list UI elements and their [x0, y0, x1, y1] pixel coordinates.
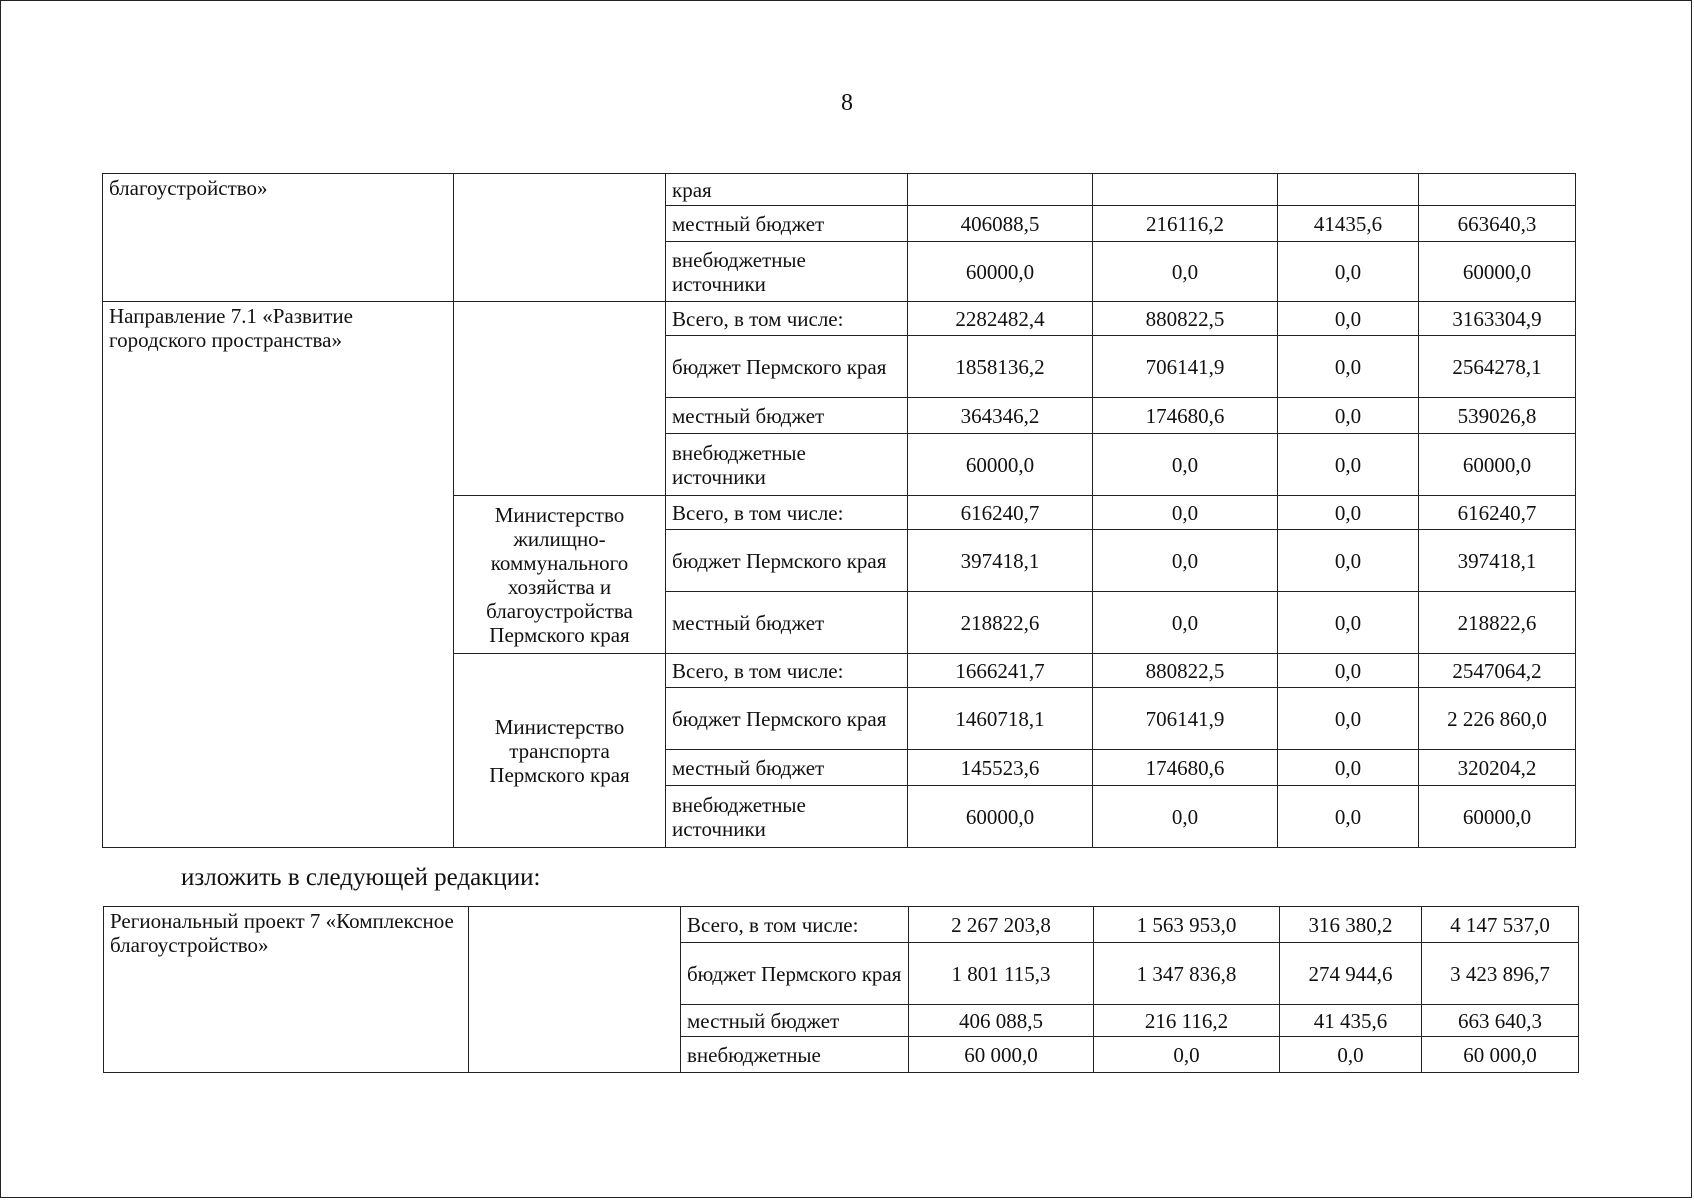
amount-cell: 0,0 — [1093, 242, 1278, 302]
amount-cell: 41435,6 — [1278, 206, 1419, 242]
funding-source: местный бюджет — [666, 398, 908, 434]
budget-table-old — [102, 173, 1576, 848]
amount-cell: 1858136,2 — [908, 336, 1093, 398]
amount-cell: 397418,1 — [908, 530, 1093, 592]
amount-cell: 0,0 — [1278, 592, 1419, 654]
amount-cell: 663640,3 — [1419, 206, 1576, 242]
amount-cell: 0,0 — [1278, 302, 1419, 336]
funding-source: бюджет Пермского края — [681, 943, 909, 1005]
funding-source: местный бюджет — [681, 1005, 909, 1037]
amount-cell: 0,0 — [1278, 786, 1419, 848]
amount-cell: 2564278,1 — [1419, 336, 1576, 398]
amount-cell — [1093, 174, 1278, 206]
funding-source: бюджет Пермского края — [666, 336, 908, 398]
responsible-executor: Министерство транспорта Пермского края — [454, 654, 666, 848]
amount-cell: 706141,9 — [1093, 688, 1278, 750]
funding-source: бюджет Пермского края — [666, 530, 908, 592]
funding-source: внебюджетные — [681, 1037, 909, 1073]
amount-cell: 60000,0 — [1419, 786, 1576, 848]
amount-cell: 274 944,6 — [1280, 943, 1422, 1005]
row-group-name: Направление 7.1 «Развитие городского пространства» — [103, 302, 454, 848]
responsible-executor — [454, 174, 666, 302]
amount-cell — [1278, 174, 1419, 206]
funding-source: бюджет Пермского края — [666, 688, 908, 750]
amount-cell — [1419, 174, 1576, 206]
responsible-executor — [454, 302, 666, 496]
table-row — [103, 302, 1576, 336]
amount-cell: 397418,1 — [1419, 530, 1576, 592]
amount-cell: 3 423 896,7 — [1422, 943, 1579, 1005]
budget-table-new — [103, 906, 1579, 1073]
row-group-name: Региональный проект 7 «Комплексное благоустройство» — [104, 907, 469, 1073]
amount-cell: 60 000,0 — [1422, 1037, 1579, 1073]
table-row — [104, 907, 1579, 943]
amount-cell: 0,0 — [1093, 592, 1278, 654]
amount-cell: 616240,7 — [908, 496, 1093, 530]
amount-cell: 216116,2 — [1093, 206, 1278, 242]
amount-cell: 0,0 — [1093, 530, 1278, 592]
amount-cell: 406 088,5 — [909, 1005, 1094, 1037]
amount-cell: 706141,9 — [1093, 336, 1278, 398]
amount-cell: 60000,0 — [908, 242, 1093, 302]
funding-source: Всего, в том числе: — [666, 302, 908, 336]
amount-cell: 616240,7 — [1419, 496, 1576, 530]
amount-cell: 60 000,0 — [909, 1037, 1094, 1073]
amount-cell: 216 116,2 — [1094, 1005, 1280, 1037]
amount-cell: 1 801 115,3 — [909, 943, 1094, 1005]
responsible-executor — [469, 907, 681, 1073]
funding-source: внебюджетные источники — [666, 434, 908, 496]
amount-cell: 364346,2 — [908, 398, 1093, 434]
amount-cell: 0,0 — [1093, 496, 1278, 530]
funding-source: местный бюджет — [666, 592, 908, 654]
amount-cell: 1666241,7 — [908, 654, 1093, 688]
amount-cell: 0,0 — [1278, 434, 1419, 496]
amount-cell — [908, 174, 1093, 206]
amount-cell: 0,0 — [1093, 786, 1278, 848]
amount-cell: 1 347 836,8 — [1094, 943, 1280, 1005]
amount-cell: 0,0 — [1278, 398, 1419, 434]
amount-cell: 145523,6 — [908, 750, 1093, 786]
amount-cell: 60000,0 — [1419, 434, 1576, 496]
amount-cell: 0,0 — [1278, 654, 1419, 688]
amount-cell: 406088,5 — [908, 206, 1093, 242]
amount-cell: 539026,8 — [1419, 398, 1576, 434]
amount-cell: 1460718,1 — [908, 688, 1093, 750]
amount-cell: 2547064,2 — [1419, 654, 1576, 688]
amount-cell: 0,0 — [1278, 688, 1419, 750]
amount-cell: 2 226 860,0 — [1419, 688, 1576, 750]
funding-source: местный бюджет — [666, 750, 908, 786]
amount-cell: 174680,6 — [1093, 750, 1278, 786]
amount-cell: 880822,5 — [1093, 302, 1278, 336]
funding-source: Всего, в том числе: — [666, 496, 908, 530]
amount-cell: 316 380,2 — [1280, 907, 1422, 943]
amount-cell: 60000,0 — [908, 434, 1093, 496]
funding-source: местный бюджет — [666, 206, 908, 242]
funding-source: края — [666, 174, 908, 206]
funding-source: внебюджетные источники — [666, 242, 908, 302]
page-number: 8 — [841, 90, 853, 116]
amount-cell: 320204,2 — [1419, 750, 1576, 786]
amount-cell: 880822,5 — [1093, 654, 1278, 688]
amount-cell: 3163304,9 — [1419, 302, 1576, 336]
amount-cell: 0,0 — [1278, 530, 1419, 592]
amount-cell: 2282482,4 — [908, 302, 1093, 336]
responsible-executor: Министерство жилищно-коммунального хозяйства и благоустройства Пермского края — [454, 496, 666, 654]
amount-cell: 0,0 — [1280, 1037, 1422, 1073]
amount-cell: 218822,6 — [908, 592, 1093, 654]
amount-cell: 0,0 — [1094, 1037, 1280, 1073]
funding-source: внебюджетные источники — [666, 786, 908, 848]
funding-source: Всего, в том числе: — [681, 907, 909, 943]
amount-cell: 60000,0 — [1419, 242, 1576, 302]
amount-cell: 0,0 — [1278, 750, 1419, 786]
row-group-name: благоустройство» — [103, 174, 454, 302]
funding-source: Всего, в том числе: — [666, 654, 908, 688]
amount-cell: 1 563 953,0 — [1094, 907, 1280, 943]
amount-cell: 0,0 — [1278, 242, 1419, 302]
amount-cell: 218822,6 — [1419, 592, 1576, 654]
amount-cell: 41 435,6 — [1280, 1005, 1422, 1037]
amount-cell: 174680,6 — [1093, 398, 1278, 434]
amendment-instruction: изложить в следующей редакции: — [181, 864, 541, 891]
amount-cell: 4 147 537,0 — [1422, 907, 1579, 943]
amount-cell: 0,0 — [1093, 434, 1278, 496]
table-row — [103, 174, 1576, 206]
amount-cell: 2 267 203,8 — [909, 907, 1094, 943]
amount-cell: 60000,0 — [908, 786, 1093, 848]
amount-cell: 663 640,3 — [1422, 1005, 1579, 1037]
amount-cell: 0,0 — [1278, 336, 1419, 398]
amount-cell: 0,0 — [1278, 496, 1419, 530]
